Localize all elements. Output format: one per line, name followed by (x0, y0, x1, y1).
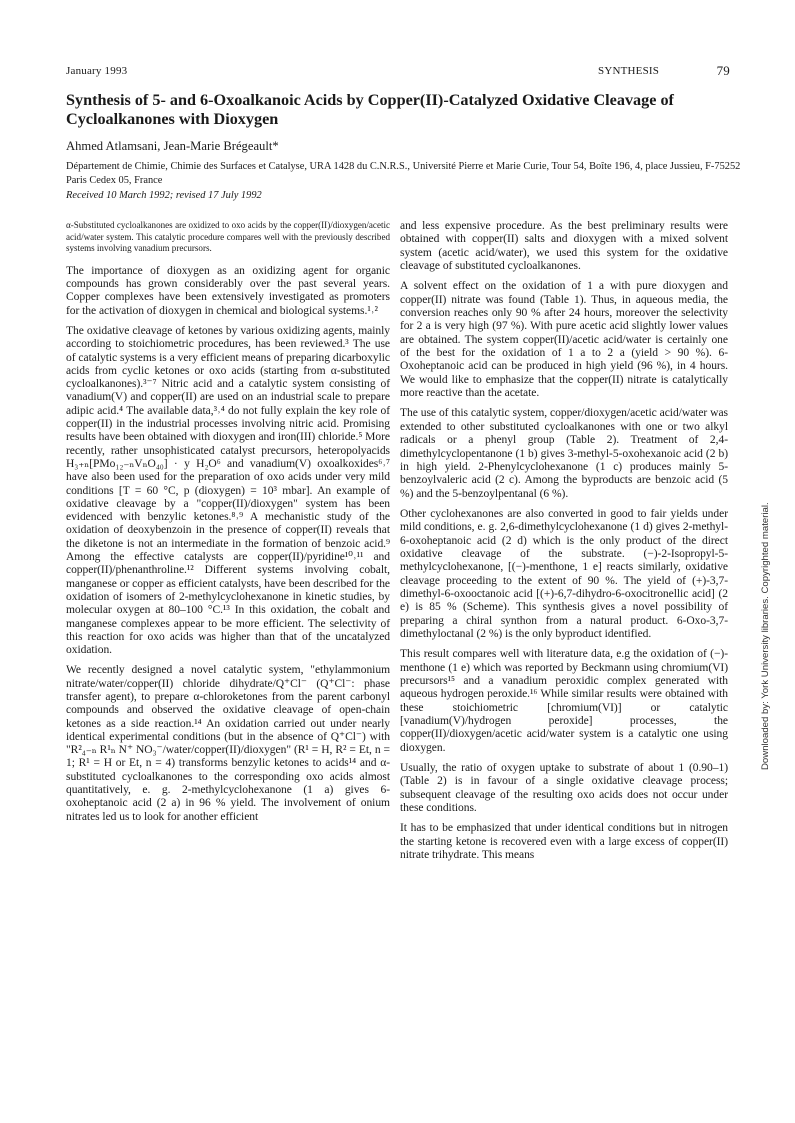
body-paragraph: This result compares well with literature data, e.g the oxidation of (−)-menthone (1 e) which was reported by Beckmann using chromium(VI) precursors¹⁵ and a vanadium peroxidic complex generated with aqueous hydrogen peroxide.¹⁶ While similar results were obtained with these stoichiometric [chromium(VI)] or catalytic [vanadium(V)/hydrogen peroxide] processes, the copper(II)/dioxygen/acetic acid/water system is a catalytic one using dioxygen. (400, 648, 728, 754)
body-paragraph: Other cyclohexanones are also converted in good to fair yields under mild conditions, e. g. 2,6-dimethylcyclohexanone (1 d) gives 2-methyl-6-oxoheptanoic acid (2 d) which is the only product of the direct oxidative cleavage of the substrate. (−)-2-Isopropyl-5-methylcyclohexanone, [(−)-menthone, 1 e] reacts similarly, oxidative cleavage proceeding to the extent of 90 %. The yield of (+)-3,7-dimethyl-6-oxooctanoic acid [(+)-6,7-dihydro-6-oxocitronellic acid] (2 e) is 85 % (Scheme). This synthesis gives a novel possibility of preparing a chiral synthon from a natural product. 6-Oxo-3,7-dimethyloctanal (2 %) is the only byproduct identified. (400, 507, 728, 640)
article-title: Synthesis of 5- and 6-Oxoalkanoic Acids by Copper(II)-Catalyzed Oxidative Cleavage of Cycloalkanones with Dioxygen (66, 91, 674, 128)
body-paragraph: The use of this catalytic system, copper/dioxygen/acetic acid/water was extended to other substituted cycloalkanones with one or two alkyl radicals or a phenyl group (Table 2). Treatment of 2,4-dimethylcyclopentanone (1 b) gives 3-methyl-5-oxohexanoic acid (2 b) in high yield. 2-Phenylcyclohexanone (1 c) produces mainly 5-benzoylvaleric acid (2 c). Among the byproducts are benzoic acid (5 %) and the 5-benzoylpentanal (6 %). (400, 407, 728, 500)
body-paragraph: and less expensive procedure. As the best preliminary results were obtained with copper(II) salts and dioxygen with a mixed solvent system (acetic acid/water), we used this system for the oxidative cleavage of substituted cycloalkanones. (400, 220, 728, 273)
received-date: Received 10 March 1992; revised 17 July 1992 (66, 190, 262, 201)
body-paragraph: We recently designed a novel catalytic system, "ethylammonium nitrate/water/copper(II) chloride dihydrate/Q⁺Cl⁻ (Q⁺Cl⁻: phase transfer agent), to prepare α-chloroketones from the parent carbonyl compounds and observed the oxidative cleavage of open-chain ketones as a side reaction.¹⁴ An oxidation carried out under nearly identical experimental conditions (but in the absence of Q⁺Cl⁻) with "R²₄₋ₙ R¹ₙ N⁺ NO₃⁻/water/copper(II)/dioxygen" (R¹ = H, R² = Et, n = 1; R¹ = H or Et, n = 4) transforms benzylic ketones to acids¹⁴ and α-substituted cycloalkanones to the corresponding oxo acids almost quantitatively, e. g. 2-methylcyclohexanone (1 a) gives 6-oxoheptanoic acid (2 a) in 96 % yield. The involvement of onium nitrates led us to look for another efficient (66, 664, 390, 823)
body-paragraph: It has to be emphasized that under identical conditions but in nitrogen the starting ketone is recovered even with a large excess of copper(II) nitrate trihydrate. This means (400, 822, 728, 862)
journal-name: SYNTHESIS (598, 65, 660, 77)
body-paragraph: The importance of dioxygen as an oxidizing agent for organic compounds has grown considerably over the past several years. Copper complexes have been extensively investigated as promoters for the activation of dioxygen in chemical and biological systems.¹˒² (66, 264, 390, 317)
watermark-text: Downloaded by: York University libraries. Copyrighted material. (760, 502, 771, 770)
body-paragraph: A solvent effect on the oxidation of 1 a with pure dioxygen and copper(II) nitrate was found (Table 1). Thus, in aqueous media, the conversion reaches only 90 % after 24 hours, moreover the selectivity for 2 a is very high (97 %). With pure acetic acid slightly lower values are obtained. The system copper(II)/acetic acid/water is certainly one of the best for the oxidation of 1 a to 2 a (yield > 90 %). 6-Oxoheptanoic acid can be produced in high yield (96 %), in 4 hours. We would like to emphasize that the copper(II) nitrate is catalytically more reactive than the acetate. (400, 280, 728, 400)
abstract: α-Substituted cycloalkanones are oxidized to oxo acids by the copper(II)/dioxygen/acetic acid/water system. This catalytic procedure compares well with the previously described systems involving vanadium precursors. (66, 220, 390, 254)
author-affiliation: Département de Chimie, Chimie des Surfaces et Catalyse, URA 1428 du C.N.R.S., Université Pierre et Marie Curie, Tour 54, Boîte 196, 4, place Jussieu, F-75252 Paris Cedex 05, France (66, 161, 741, 186)
running-head (66, 65, 730, 81)
body-paragraph: The oxidative cleavage of ketones by various oxidizing agents, mainly according to stoichiometric procedures, has been reviewed.³ The use of catalytic systems is a very efficient means of preparing dicarboxylic acids from cyclic ketones or oxo acids (starting from α-substituted cycloalkanones).³⁻⁷ Nitric acid and a catalytic system consisting of vanadium(V) and copper(II) are used on an industrial scale to prepare adipic acid.⁴ The available data,³˒⁴ do not fully explain the key role of copper(II) in the industrial processes involving nitric acid. Promising results have been obtained with dioxygen and iron(III) chloride.⁵ More recently, rather unsophisticated catalyst precursors, heteropolyacids H₃₊ₙ[PMo₁₂₋ₙVₙO₄₀] · y H₂O⁶ and vanadium(V) oxoalkoxides⁶˒⁷ have also been used for the preparation of oxo acids under very mild conditions [T = 60 °C, p (dioxygen) = 10³ mbar]. An example of oxidative cleavage by a "copper(II)/dioxygen" system has been evidenced with benzylic ketones.⁸˒⁹ A mechanistic study of the oxidation of deoxybenzoin in the presence of copper(II) reveals that the diketone is not an intermediate in the formation of benzoic acid.⁹ Among the effective catalysts are copper(II)/pyridine¹⁰˒¹¹ and copper(II)/phenanthroline.¹² Different systems involving cobalt, manganese or copper as efficient catalysts, have been described for the oxidation of isomers of 2-methylcyclohexanone in kinetic studies, by molecular oxygen at 80–100 °C.¹³ In this oxidation, the cobalt and manganese complexes appear to be more efficient. The selectivity of this reaction for oxo acids was higher than that of the uncatalyzed oxidation. (66, 324, 390, 657)
body-paragraph: Usually, the ratio of oxygen uptake to substrate of about 1 (0.90–1) (Table 2) is in favour of a single oxidative cleavage process; subsequent cleavage of the resulting oxo acids does not occur under these conditions. (400, 762, 728, 815)
article-authors: Ahmed Atlamsani, Jean-Marie Brégeault* (66, 139, 279, 153)
download-watermark (760, 300, 774, 770)
left-column (66, 220, 390, 831)
right-column (400, 220, 728, 869)
page-number: 79 (716, 63, 730, 78)
issue-date: January 1993 (66, 65, 128, 77)
